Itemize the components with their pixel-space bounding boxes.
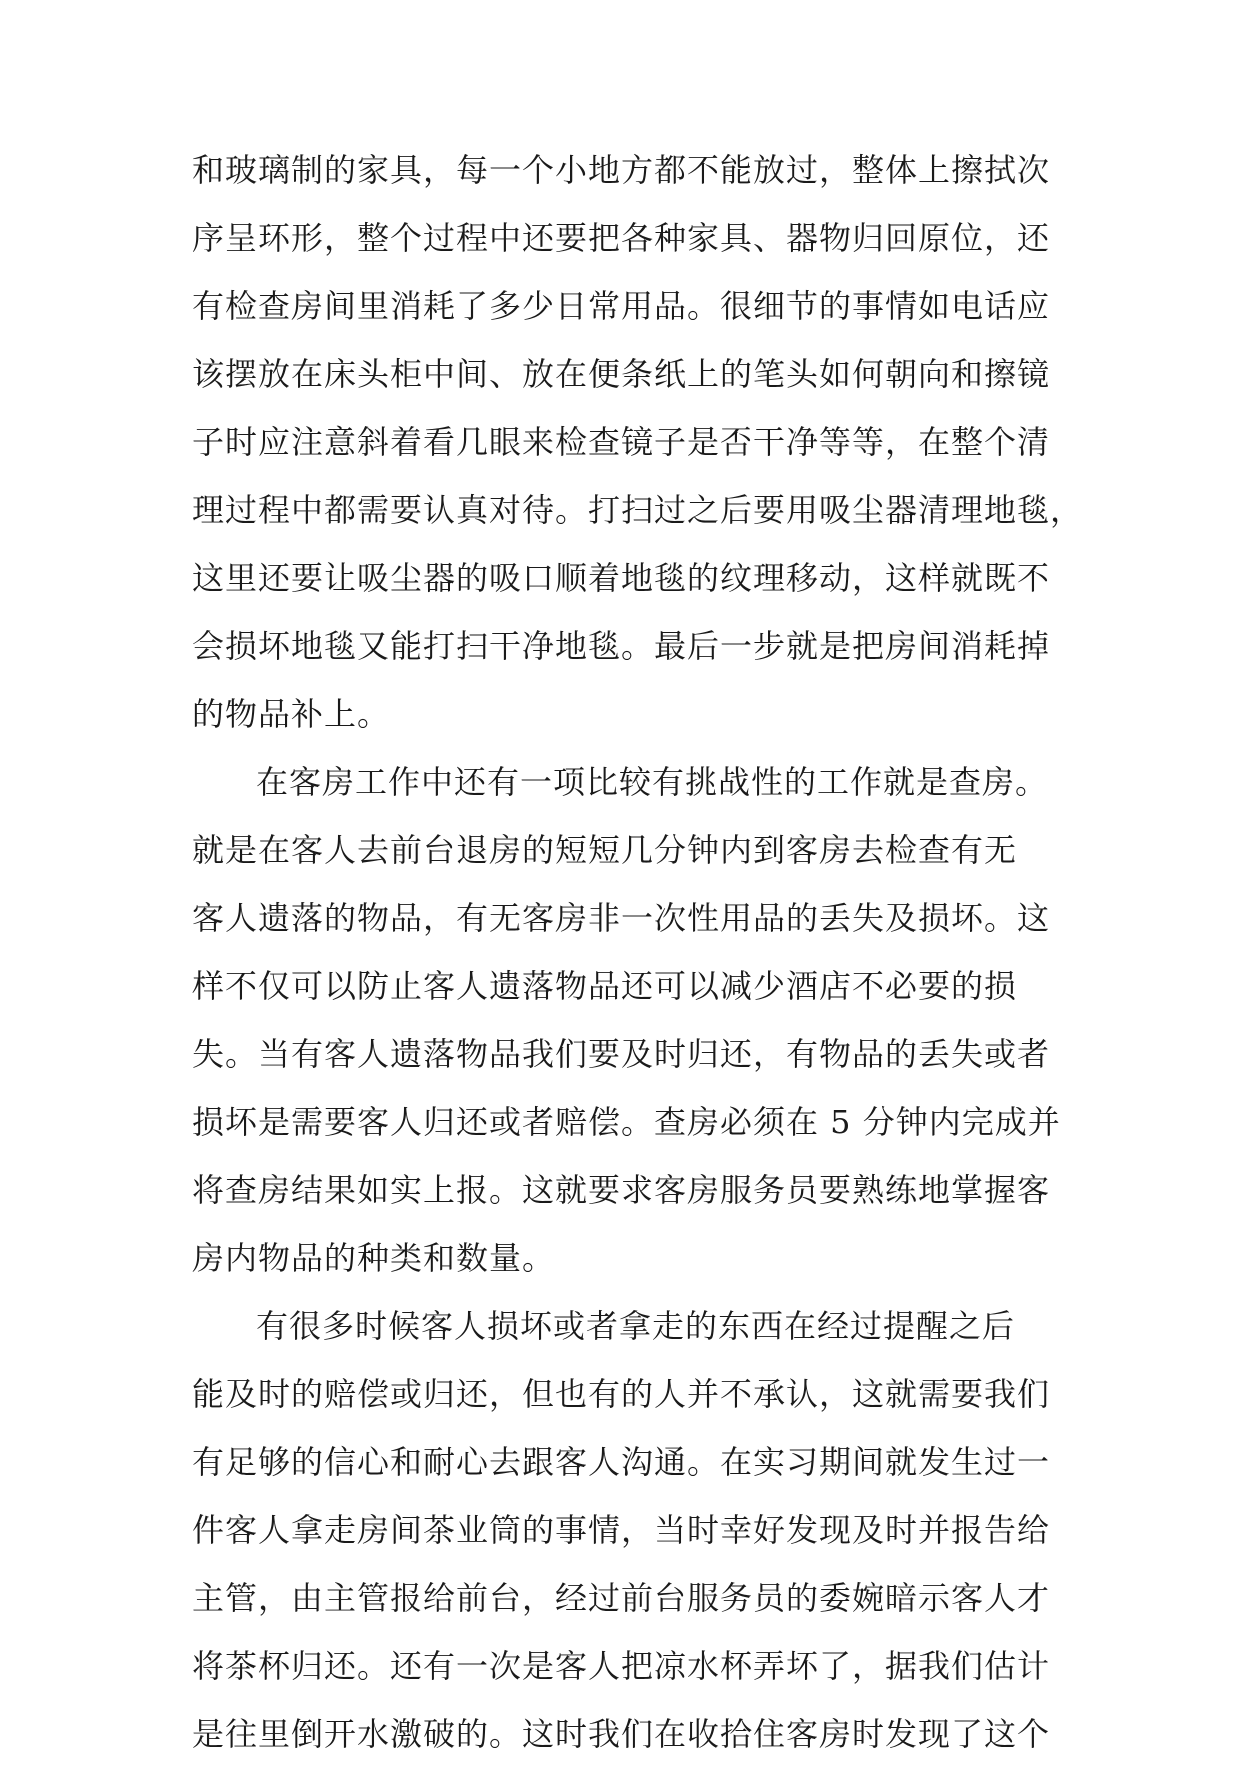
text-line: 能及时的赔偿或归还，但也有的人并不承认，这就需要我们: [192, 1375, 1051, 1413]
text-line: 是往里倒开水激破的。这时我们在收拾住客房时发现了这个: [192, 1715, 1051, 1753]
text-line: 该摆放在床头柜中间、放在便条纸上的笔头如何朝向和擦镜: [192, 355, 1051, 393]
text-line: 失。当有客人遗落物品我们要及时归还，有物品的丢失或者: [192, 1035, 1051, 1073]
text-line: 客人遗落的物品，有无客房非一次性用品的丢失及损坏。这: [192, 899, 1051, 937]
text-line: 将茶杯归还。还有一次是客人把凉水杯弄坏了，据我们估计: [192, 1647, 1051, 1685]
text-line: 损坏是需要客人归还或者赔偿。查房必须在 5 分钟内完成并: [192, 1103, 1061, 1141]
paragraph-first-line: 有很多时候客人损坏或者拿走的东西在经过提醒之后: [256, 1307, 1016, 1345]
text-line: 序呈环形，整个过程中还要把各种家具、器物归回原位，还: [192, 219, 1051, 257]
text-line: 子时应注意斜着看几眼来检查镜子是否干净等等，在整个清: [192, 423, 1051, 461]
text-line: 主管，由主管报给前台，经过前台服务员的委婉暗示客人才: [192, 1579, 1051, 1617]
text-line: 有检查房间里消耗了多少日常用品。很细节的事情如电话应: [192, 287, 1051, 325]
text-line: 样不仅可以防止客人遗落物品还可以减少酒店不必要的损: [192, 967, 1018, 1005]
text-line: 的物品补上。: [192, 695, 391, 733]
text-line: 件客人拿走房间茶业筒的事情，当时幸好发现及时并报告给: [192, 1511, 1051, 1549]
text-line: 将查房结果如实上报。这就要求客房服务员要熟练地掌握客: [192, 1171, 1051, 1209]
text-line: 会损坏地毯又能打扫干净地毯。最后一步就是把房间消耗掉: [192, 627, 1051, 665]
text-line: 这里还要让吸尘器的吸口顺着地毯的纹理移动，这样就既不: [192, 559, 1051, 597]
text-line: 理过程中都需要认真对待。打扫过之后要用吸尘器清理地毯，: [192, 491, 1084, 529]
text-line: 就是在客人去前台退房的短短几分钟内到客房去检查有无: [192, 831, 1018, 869]
paragraph-first-line: 在客房工作中还有一项比较有挑战性的工作就是查房。: [256, 763, 1049, 801]
text-line: 房内物品的种类和数量。: [192, 1239, 556, 1277]
text-line: 有足够的信心和耐心去跟客人沟通。在实习期间就发生过一: [192, 1443, 1051, 1481]
text-line: 和玻璃制的家具，每一个小地方都不能放过，整体上擦拭次: [192, 151, 1051, 189]
